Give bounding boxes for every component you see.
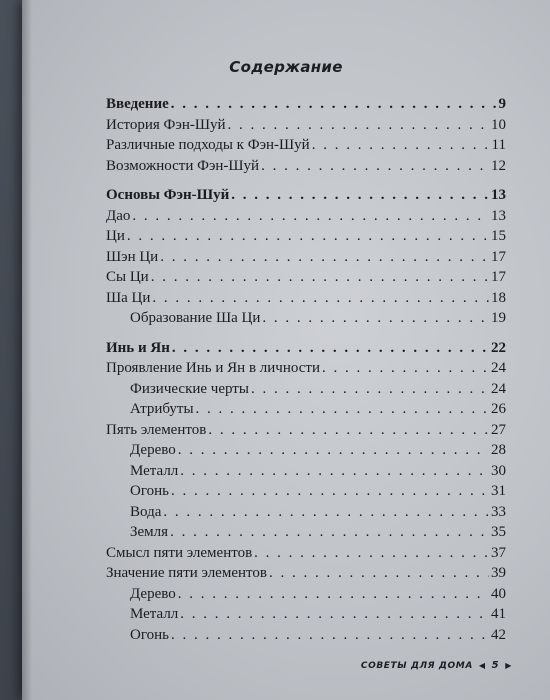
- toc-entry-label: История Фэн-Шуй: [106, 116, 226, 133]
- toc-entry: [106, 340, 506, 361]
- arrow-left-icon: ◀: [478, 661, 486, 670]
- dot-leader: [228, 117, 490, 134]
- dot-leader: [208, 422, 489, 439]
- toc-entry: [106, 483, 506, 504]
- toc-entry-label: Возможности Фэн-Шуй: [106, 157, 260, 174]
- toc-entry: [106, 524, 506, 545]
- toc-entry-label: Металл: [130, 462, 179, 479]
- dot-leader: [180, 463, 489, 480]
- toc-entry-label: Огонь: [130, 483, 169, 499]
- toc-entry-label: Основы Фэн-Шуй: [106, 187, 230, 203]
- toc-entry: [106, 310, 506, 331]
- toc-entry: [106, 586, 506, 607]
- toc-entry-label: Огонь: [130, 626, 169, 643]
- toc-entry-label: Физические черты: [130, 380, 249, 397]
- toc-entry: [106, 360, 506, 381]
- table-of-contents: [106, 96, 506, 647]
- toc-entry-page: 42: [491, 626, 506, 643]
- toc-entry-label: Смысл пяти элементов: [106, 544, 253, 561]
- toc-entry-page: 26: [491, 401, 506, 417]
- book-page: [22, 0, 550, 700]
- toc-entry-page: 11: [491, 137, 506, 153]
- dot-leader: [254, 545, 489, 562]
- toc-entry: [106, 422, 506, 443]
- toc-entry-label: Проявление Инь и Ян в личности: [106, 360, 320, 376]
- toc-entry-label: Инь и Ян: [106, 339, 170, 356]
- dot-leader: [196, 401, 489, 418]
- dot-leader: [152, 290, 489, 307]
- toc-entry: [106, 158, 506, 179]
- toc-entry-label: Пять элементов: [106, 421, 207, 438]
- toc-entry-page: 37: [491, 544, 506, 561]
- dot-leader: [127, 228, 489, 245]
- dot-leader: [163, 504, 489, 521]
- dot-leader: [132, 208, 489, 225]
- toc-entry-page: 12: [491, 157, 506, 174]
- page-number: 5: [491, 660, 500, 671]
- toc-entry: [106, 137, 506, 158]
- toc-entry-page: 35: [491, 524, 506, 540]
- toc-entry-page: 17: [491, 248, 506, 265]
- dot-leader: [178, 586, 489, 603]
- toc-entry-page: 40: [491, 585, 506, 602]
- toc-entry-label: Дао: [106, 207, 131, 224]
- toc-entry: [106, 208, 506, 229]
- toc-entry-label: Различные подходы к Фэн-Шуй: [106, 137, 310, 153]
- toc-entry-label: Земля: [130, 524, 169, 540]
- toc-entry-label: Вода: [130, 503, 162, 520]
- toc-entry: [106, 381, 506, 402]
- dot-leader: [160, 249, 489, 266]
- toc-entry-page: 33: [491, 503, 506, 520]
- toc-entry: [106, 187, 506, 208]
- toc-entry-page: 13: [491, 207, 506, 224]
- toc-entry-page: 30: [491, 462, 506, 479]
- dot-leader: [322, 360, 489, 377]
- dot-leader: [171, 483, 489, 500]
- toc-entry-label: Ша Ци: [106, 289, 151, 306]
- toc-entry-page: 39: [491, 565, 506, 581]
- dot-leader: [170, 524, 489, 541]
- arrow-right-icon: ▶: [505, 661, 512, 670]
- dot-leader: [231, 187, 489, 204]
- toc-entry: [106, 269, 506, 290]
- toc-entry-page: 28: [491, 442, 506, 458]
- toc-entry-label: Образование Ша Ци: [130, 310, 261, 326]
- toc-entry-label: Ци: [106, 228, 125, 244]
- toc-entry: [106, 96, 506, 117]
- page-title: Содержание: [229, 58, 343, 76]
- dot-leader: [251, 381, 489, 398]
- toc-entry-page: 15: [491, 228, 506, 244]
- toc-entry-page: 19: [491, 310, 506, 326]
- dot-leader: [178, 442, 489, 459]
- toc-entry-label: Дерево: [130, 442, 176, 458]
- toc-entry-page: 9: [498, 96, 506, 112]
- toc-entry-page: 27: [491, 421, 506, 438]
- dot-leader: [171, 627, 489, 644]
- dot-leader: [172, 340, 489, 357]
- toc-entry: [106, 606, 506, 627]
- toc-entry-page: 24: [491, 380, 506, 397]
- dot-leader: [262, 310, 489, 327]
- dot-leader: [269, 565, 489, 582]
- toc-entry-label: Введение: [106, 96, 169, 112]
- toc-entry: [106, 463, 506, 484]
- toc-entry-label: Значение пяти элементов: [106, 565, 267, 581]
- toc-entry: [106, 565, 506, 586]
- toc-entry: [106, 545, 506, 566]
- toc-entry: [106, 228, 506, 249]
- toc-entry-label: Сы Ци: [106, 269, 149, 285]
- dot-leader: [171, 96, 497, 113]
- dot-leader: [261, 158, 489, 175]
- toc-entry-label: Атрибуты: [130, 401, 194, 417]
- toc-entry-label: Шэн Ци: [106, 248, 159, 265]
- toc-entry-page: 18: [491, 289, 506, 306]
- toc-entry-label: Дерево: [130, 585, 176, 602]
- toc-entry: [106, 504, 506, 525]
- toc-entry-page: 13: [491, 187, 506, 203]
- running-footer: [361, 660, 512, 671]
- toc-entry-label: Металл: [130, 606, 179, 622]
- toc-entry: [106, 290, 506, 311]
- toc-entry-page: 10: [491, 116, 506, 133]
- toc-entry: [106, 401, 506, 422]
- toc-entry-page: 24: [491, 360, 506, 376]
- toc-entry: [106, 442, 506, 463]
- toc-entry-page: 22: [491, 339, 506, 356]
- toc-entry-page: 17: [491, 269, 506, 285]
- dot-leader: [312, 137, 490, 154]
- toc-entry: [106, 249, 506, 270]
- toc-entry: [106, 627, 506, 648]
- dot-leader: [151, 269, 489, 286]
- dot-leader: [180, 606, 489, 623]
- series-title: СОВЕТЫ ДЛЯ ДОМА: [360, 660, 473, 671]
- toc-entry-page: 31: [491, 483, 506, 499]
- toc-entry-page: 41: [491, 606, 506, 622]
- toc-entry: [106, 117, 506, 138]
